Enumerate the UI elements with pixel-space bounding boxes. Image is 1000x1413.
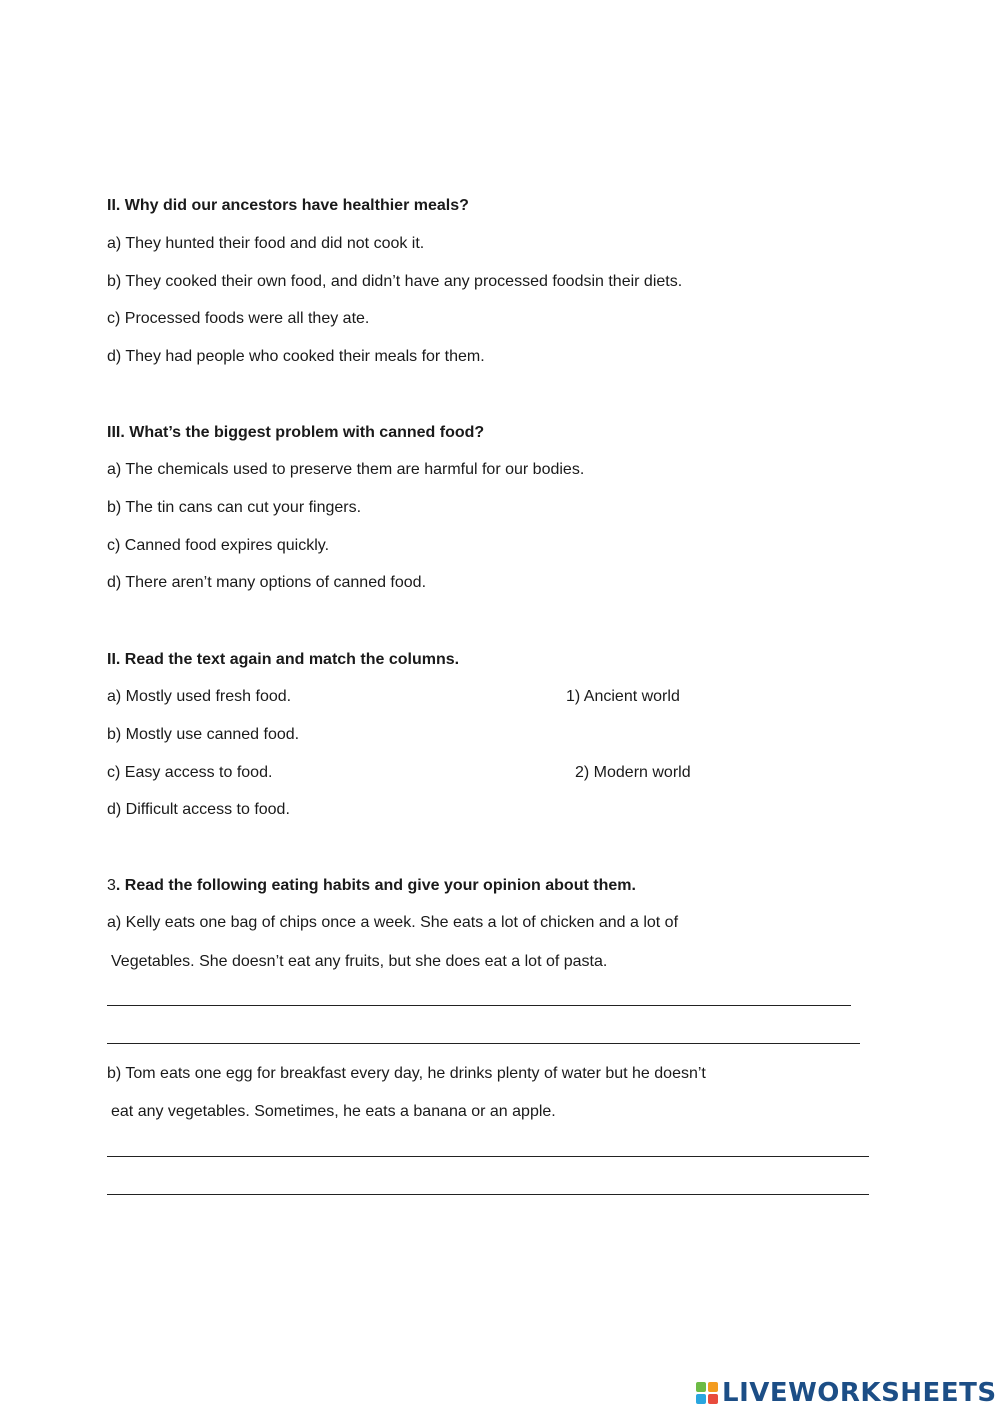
- question-2-option-a[interactable]: a) They hunted their food and did not cook it.: [107, 235, 425, 252]
- liveworksheets-logo-icon: [696, 1382, 718, 1404]
- opinion-a-line-1: a) Kelly eats one bag of chips once a week. She eats a lot of chicken and a lot of: [107, 914, 679, 931]
- answer-line-b-2[interactable]: [107, 1194, 869, 1195]
- question-2-option-b[interactable]: b) They cooked their own food, and didn’t have any processed foodsin their diets.: [107, 273, 683, 290]
- opinion-a-line-2: Vegetables. She doesn’t eat any fruits, but she does eat a lot of pasta.: [111, 953, 608, 970]
- question-3-option-b[interactable]: b) The tin cans can cut your fingers.: [107, 499, 362, 516]
- answer-line-a-2[interactable]: [107, 1043, 860, 1044]
- answer-line-b-1[interactable]: [107, 1156, 869, 1157]
- match-right-2[interactable]: 2) Modern world: [575, 764, 691, 781]
- question-3-option-d[interactable]: d) There aren’t many options of canned food.: [107, 574, 427, 591]
- match-left-b[interactable]: b) Mostly use canned food.: [107, 726, 300, 743]
- opinion-b-line-2: eat any vegetables. Sometimes, he eats a banana or an apple.: [111, 1103, 556, 1120]
- match-left-c[interactable]: c) Easy access to food.: [107, 764, 273, 781]
- answer-line-a-1[interactable]: [107, 1005, 851, 1006]
- match-left-a[interactable]: a) Mostly used fresh food.: [107, 688, 292, 705]
- match-left-d[interactable]: d) Difficult access to food.: [107, 801, 290, 818]
- question-3-title: III. What’s the biggest problem with canned food?: [107, 424, 485, 441]
- question-2-title: II. Why did our ancestors have healthier meals?: [107, 197, 469, 214]
- question-3-option-a[interactable]: a) The chemicals used to preserve them are harmful for our bodies.: [107, 461, 585, 478]
- liveworksheets-logo: [696, 1376, 997, 1410]
- logo-text: LIVEWORKSHEETS: [722, 1378, 997, 1408]
- question-2-option-c[interactable]: c) Processed foods were all they ate.: [107, 310, 370, 327]
- opinion-number: 3: [107, 877, 116, 894]
- opinion-title-text: . Read the following eating habits and give your opinion about them.: [115, 877, 636, 894]
- opinion-b-line-1: b) Tom eats one egg for breakfast every day, he drinks plenty of water but he doesn’t: [107, 1065, 706, 1082]
- opinion-title: [107, 876, 636, 896]
- match-right-1[interactable]: 1) Ancient world: [566, 688, 680, 705]
- match-title: II. Read the text again and match the columns.: [107, 651, 460, 668]
- question-2-option-d[interactable]: d) They had people who cooked their meals for them.: [107, 348, 485, 365]
- question-3-option-c[interactable]: c) Canned food expires quickly.: [107, 537, 330, 554]
